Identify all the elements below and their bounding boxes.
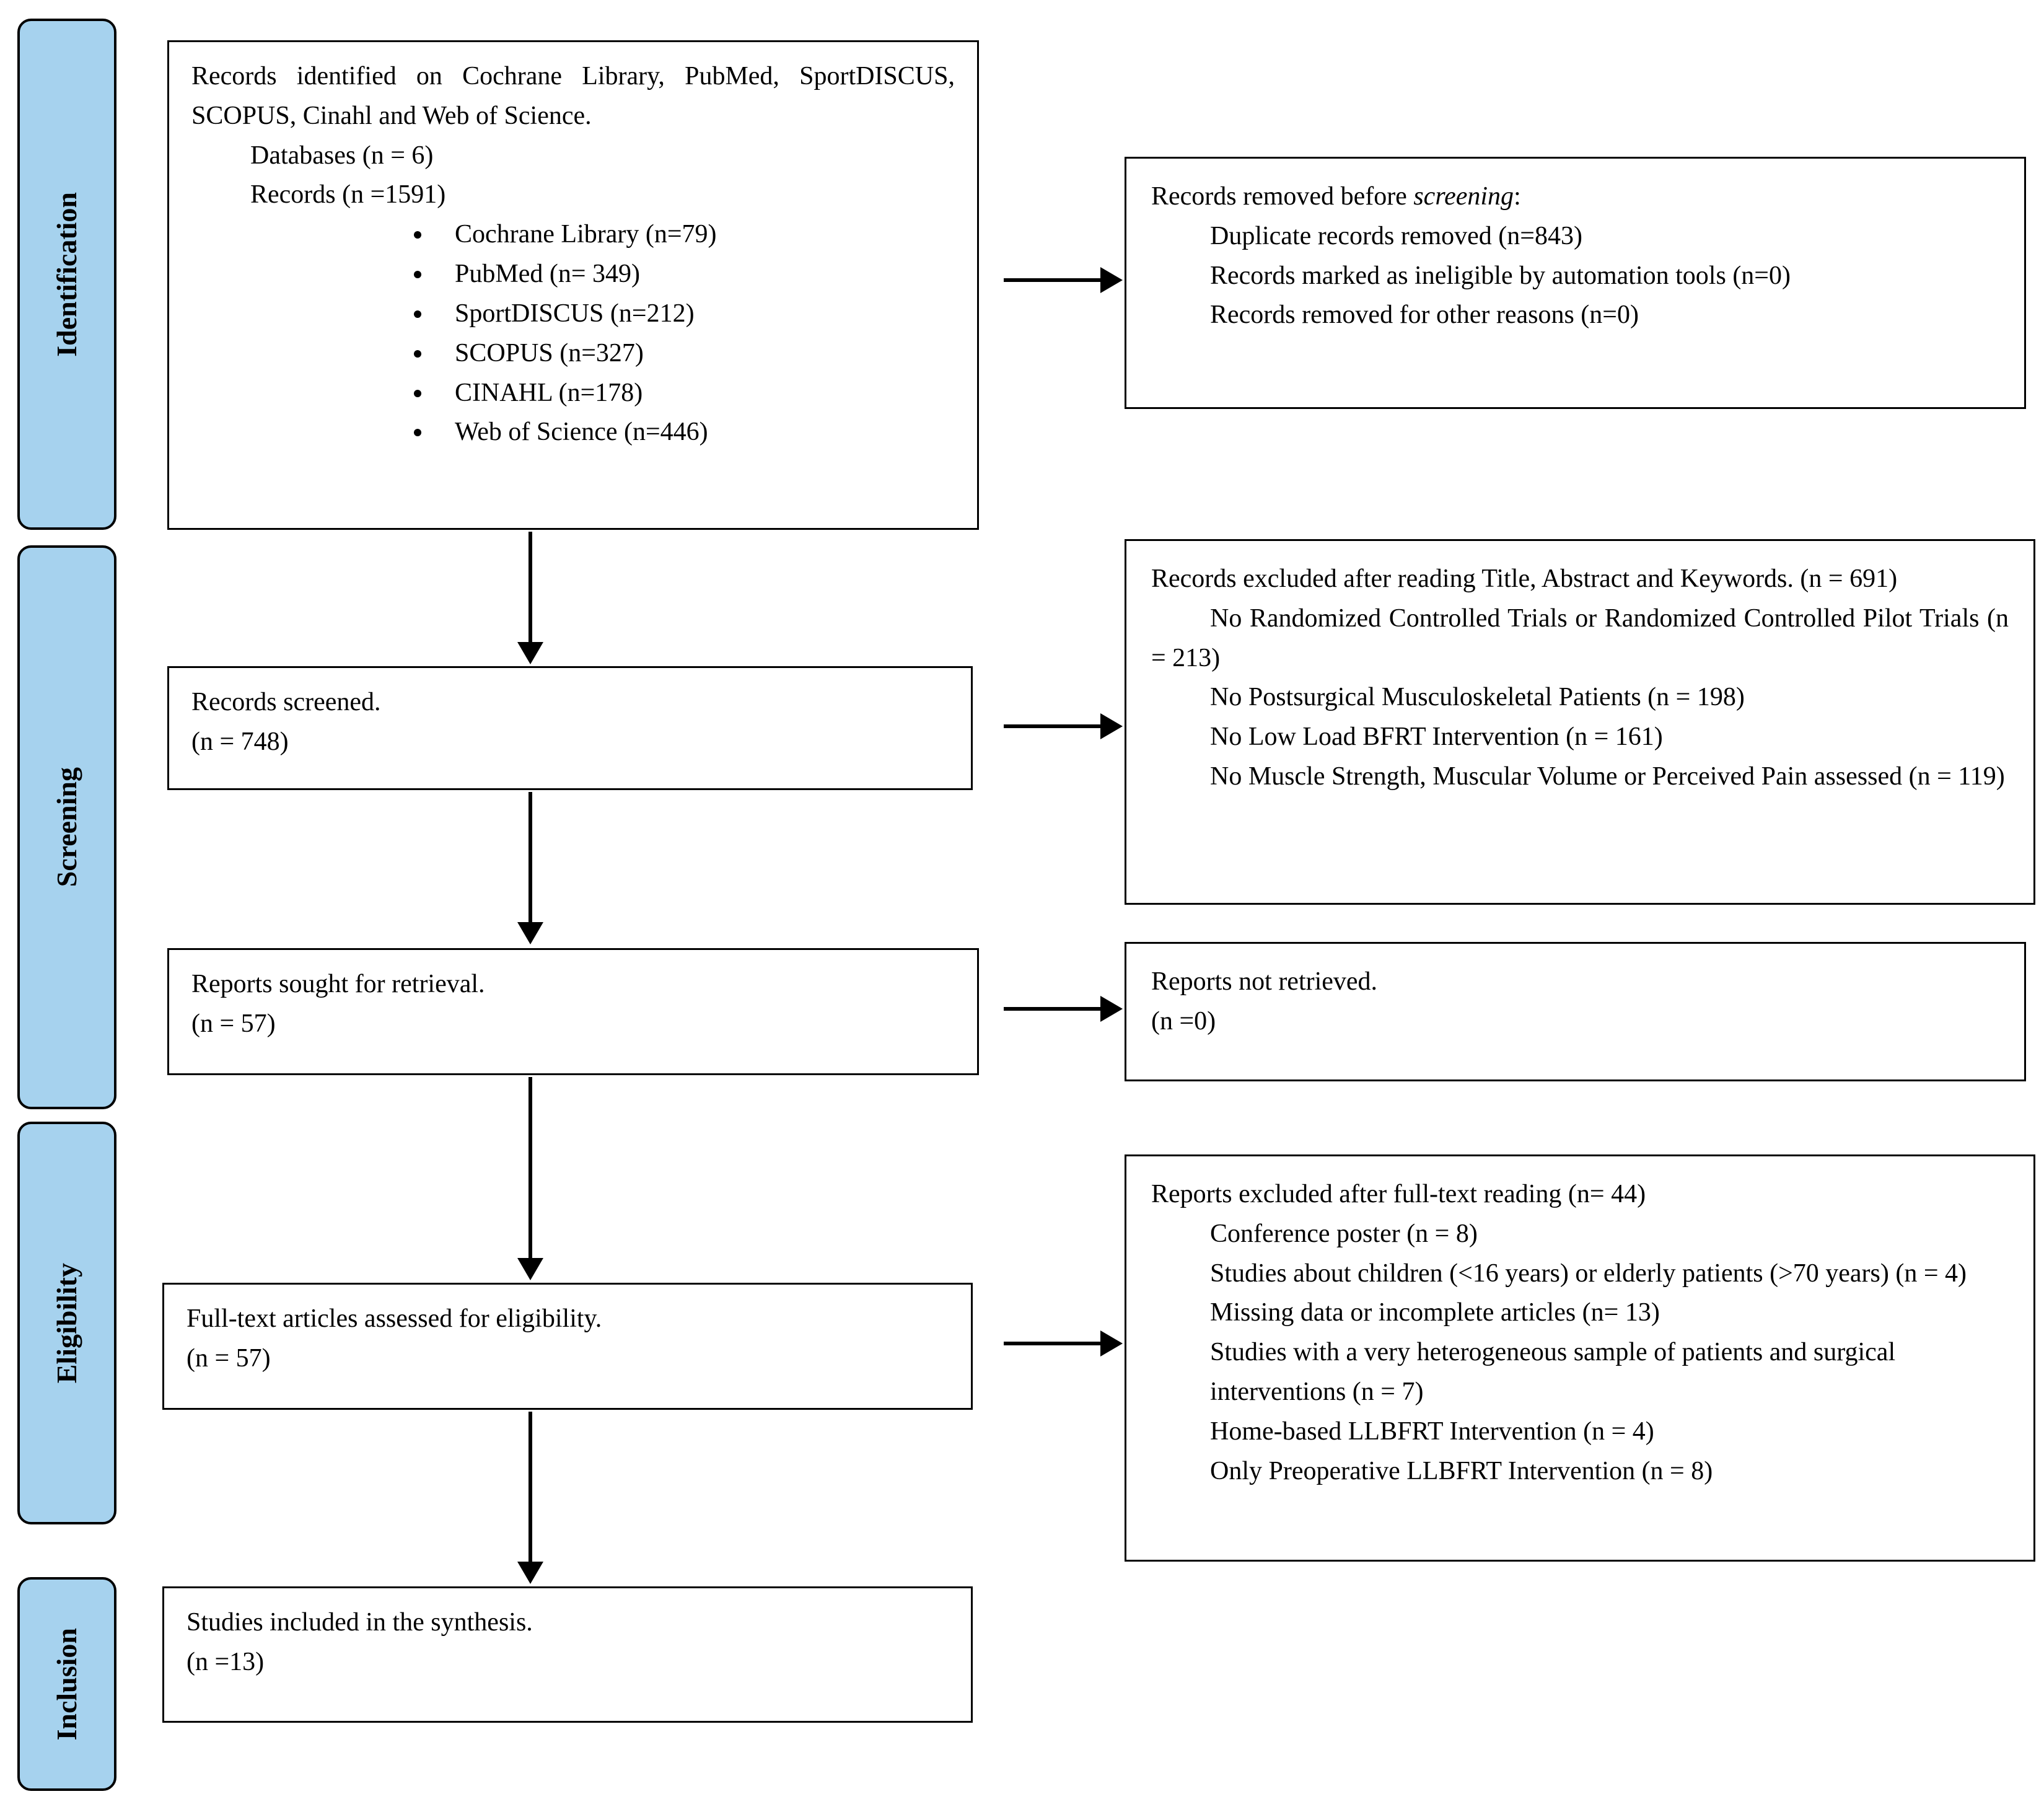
stage-label: Eligibility <box>51 1262 83 1384</box>
box-count: (n = 748) <box>191 727 289 756</box>
box-count: (n = 57) <box>191 1009 276 1038</box>
removal-reason: Records removed for other reasons (n=0) <box>1210 301 1639 330</box>
box-count: (n =0) <box>1151 1006 1216 1036</box>
database-item: • SportDISCUS (n=212) <box>433 294 955 334</box>
box-line: Reports not retrieved. <box>1151 967 1378 996</box>
stage-screening <box>17 545 116 1109</box>
flow-box-full-text-assessed <box>162 1283 973 1410</box>
exclusion-reason: No Randomized Controlled Trials or Randomized Controlled Pilot Trials (n = 213) <box>1151 604 2009 672</box>
removal-reason: Duplicate records removed (n=843) <box>1210 221 1582 250</box>
fulltext-exclusion-reason: Conference poster (n = 8) <box>1210 1219 1478 1248</box>
excluded-header: Records excluded after reading Title, Abstract and Keywords. (n = 691) <box>1151 565 1898 593</box>
title-italic: screening <box>1413 182 1514 211</box>
stage-label: Identification <box>51 191 83 357</box>
fulltext-exclusion-reason: Studies about children (<16 years) or elderly patients (>70 years) (n = 4) <box>1210 1259 1967 1288</box>
exclusion-reason: No Postsurgical Musculoskeletal Patients (n = 198) <box>1210 683 1745 712</box>
stage-label: Inclusion <box>51 1627 83 1741</box>
removal-reason: Records marked as ineligible by automation tools (n=0) <box>1210 261 1791 290</box>
records-count: Records (n =1591) <box>250 180 446 209</box>
fulltext-exclusion-reason: Missing data or incomplete articles (n= 13) <box>1210 1298 1660 1327</box>
records-removed-title <box>1151 177 1999 217</box>
arrow-down-sought-to-fulltext <box>529 1077 532 1259</box>
database-item: • CINAHL (n=178) <box>433 374 955 413</box>
stage-inclusion <box>17 1577 116 1791</box>
fulltext-excluded-header: Reports excluded after full-text reading (n= 44) <box>1151 1180 1646 1208</box>
side-box-reports-not-retrieved <box>1125 942 2026 1081</box>
arrow-right-screened-to-excluded <box>1004 724 1102 728</box>
stage-identification <box>17 19 116 530</box>
flow-box-reports-sought <box>167 948 979 1075</box>
records-identified-intro: Records identified on Cochrane Library, PubMed, SportDISCUS, SCOPUS, Cinahl and Web of Science. <box>191 62 955 130</box>
database-item: • PubMed (n= 349) <box>433 255 955 294</box>
flow-box-records-screened <box>167 666 973 790</box>
side-box-reports-excluded <box>1125 1154 2035 1562</box>
fulltext-exclusion-reason: Only Preoperative LLBFRT Intervention (n = 8) <box>1210 1456 1713 1485</box>
exclusion-reason: No Muscle Strength, Muscular Volume or Perceived Pain assessed (n = 119) <box>1210 762 2005 791</box>
box-line: Studies included in the synthesis. <box>186 1608 533 1637</box>
database-item: • SCOPUS (n=327) <box>433 334 955 374</box>
arrow-right-sought-to-notretrieved <box>1004 1007 1102 1011</box>
database-item: • Cochrane Library (n=79) <box>433 215 955 255</box>
box-line: Records screened. <box>191 688 381 716</box>
arrow-down-fulltext-to-included <box>529 1412 532 1563</box>
fulltext-exclusion-reason: Home-based LLBFRT Intervention (n = 4) <box>1210 1417 1654 1446</box>
exclusion-reason: No Low Load BFRT Intervention (n = 161) <box>1210 723 1663 752</box>
arrow-right-identified-to-removed <box>1004 278 1102 282</box>
title-suffix: : <box>1514 182 1521 211</box>
box-count: (n = 57) <box>186 1343 271 1373</box>
stage-label: Screening <box>51 767 83 887</box>
box-line: Reports sought for retrieval. <box>191 970 485 998</box>
fulltext-exclusion-reason: Studies with a very heterogeneous sample of patients and surgical interventions (n = 7) <box>1210 1338 1896 1407</box>
box-count: (n =13) <box>186 1647 265 1676</box>
box-line: Full-text articles assessed for eligibility. <box>186 1304 602 1333</box>
arrow-down-screened-to-sought <box>529 792 532 923</box>
side-box-records-removed <box>1125 157 2026 409</box>
arrow-right-fulltext-to-excluded <box>1004 1342 1102 1345</box>
stage-eligibility <box>17 1122 116 1524</box>
title-prefix: Records removed before <box>1151 182 1414 211</box>
database-item: • Web of Science (n=446) <box>433 413 955 452</box>
flow-box-records-identified <box>167 40 979 530</box>
database-list <box>191 215 955 452</box>
arrow-down-identified-to-screened <box>529 532 532 643</box>
side-box-records-excluded <box>1125 539 2035 905</box>
databases-count: Databases (n = 6) <box>250 141 434 170</box>
flow-box-studies-included <box>162 1586 973 1723</box>
